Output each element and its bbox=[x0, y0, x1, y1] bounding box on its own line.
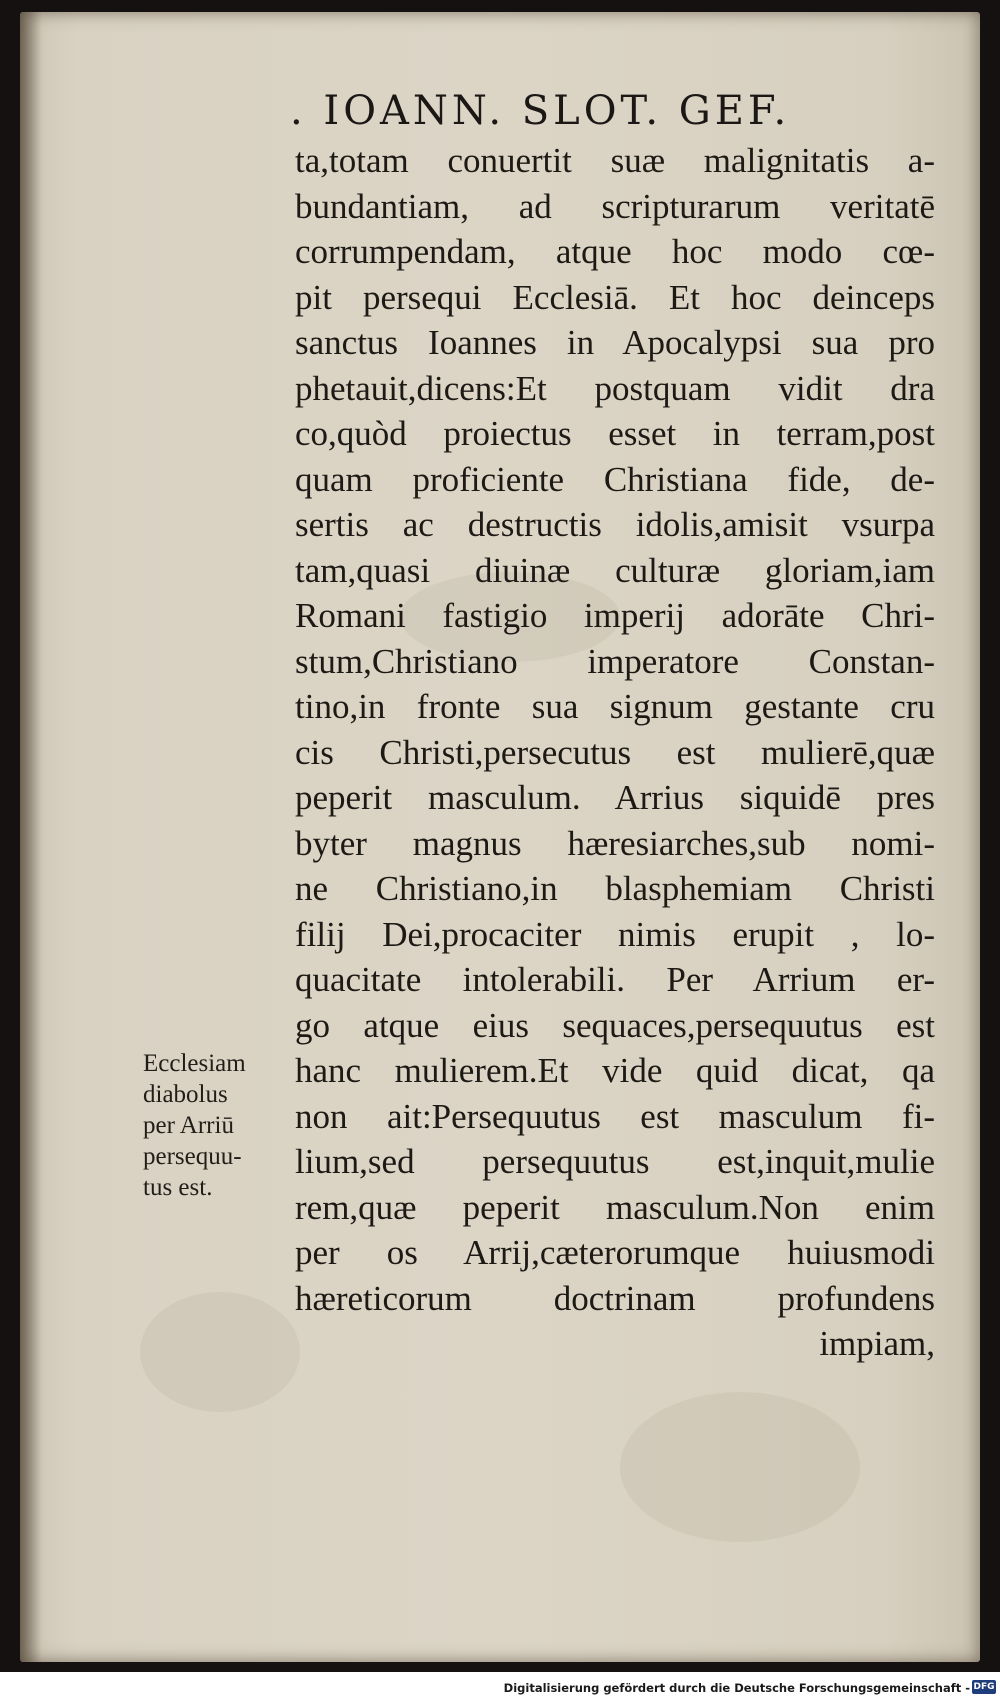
paper-stain bbox=[140, 1292, 300, 1412]
text-line: byter magnus hæresiarches,sub nomi- bbox=[295, 823, 935, 863]
marginal-line: diabolus bbox=[143, 1081, 228, 1108]
text-line: quacitate intolerabili. Per Arrium er- bbox=[295, 960, 935, 999]
text-line: rem,quæ peperit masculum.Non enim bbox=[295, 1187, 935, 1227]
text-line: hæreticorum doctrinam profundens bbox=[295, 1278, 935, 1318]
text-line: lium,sed persequutus est,inquit,mulie bbox=[295, 1142, 935, 1181]
digitization-footer bbox=[0, 1672, 1000, 1704]
marginal-line: per Arriū bbox=[143, 1112, 234, 1139]
text-line: hanc mulierem.Et vide quid dicat, qa bbox=[295, 1051, 935, 1090]
text-line: pit persequi Ecclesiā. Et hoc deinceps bbox=[295, 277, 935, 317]
text-line: bundantiam, ad scripturarum veritatē bbox=[295, 186, 935, 226]
body-text bbox=[295, 138, 935, 1367]
text-line: sertis ac destructis idolis,amisit vsurpa bbox=[295, 505, 935, 544]
marginal-line: tus est. bbox=[143, 1174, 213, 1201]
paper-stain bbox=[620, 1392, 860, 1542]
text-line: Romani fastigio imperij adorāte Chri- bbox=[295, 596, 935, 635]
text-line: sanctus Ioannes in Apocalypsi sua pro bbox=[295, 323, 935, 362]
text-line: filij Dei,procaciter nimis erupit , lo- bbox=[295, 914, 935, 954]
text-line: ta,totam conuertit suæ malignitatis a- bbox=[295, 141, 935, 180]
text-line: stum,Christiano imperatore Constan- bbox=[295, 641, 935, 681]
text-line: non ait:Persequutus est masculum fi- bbox=[295, 1096, 935, 1136]
text-line: corrumpendam, atque hoc modo cœ- bbox=[295, 232, 935, 271]
running-head: . IOANN. SLOT. GEF. bbox=[290, 88, 791, 134]
text-line: quam proficiente Christiana fide, de- bbox=[295, 459, 935, 499]
text-line: co,quòd proiectus esset in terram,post bbox=[295, 414, 935, 453]
catchword-line: impiam, bbox=[819, 1324, 935, 1363]
text-line: go atque eius sequaces,persequutus est bbox=[295, 1005, 935, 1045]
marginal-note bbox=[143, 1048, 293, 1203]
text-line: tam,quasi diuinæ culturæ gloriam,iam bbox=[295, 550, 935, 590]
funding-notice: Digitalisierung gefördert durch die Deutsche Forschungsgemeinschaft - bbox=[503, 1681, 970, 1695]
text-line: per os Arrij,cæterorumque huiusmodi bbox=[295, 1233, 935, 1272]
text-line: cis Christi,persecutus est mulierē,quæ bbox=[295, 732, 935, 772]
marginal-line: Ecclesiam bbox=[143, 1050, 246, 1077]
dfg-logo: DFG bbox=[973, 1682, 995, 1692]
text-line: ne Christiano,in blasphemiam Christi bbox=[295, 869, 935, 908]
text-line: tino,in fronte sua signum gestante cru bbox=[295, 687, 935, 726]
text-line: phetauit,dicens:Et postquam vidit dra bbox=[295, 368, 935, 408]
marginal-line: persequu- bbox=[143, 1143, 242, 1170]
text-line: peperit masculum. Arrius siquidē pres bbox=[295, 778, 935, 817]
